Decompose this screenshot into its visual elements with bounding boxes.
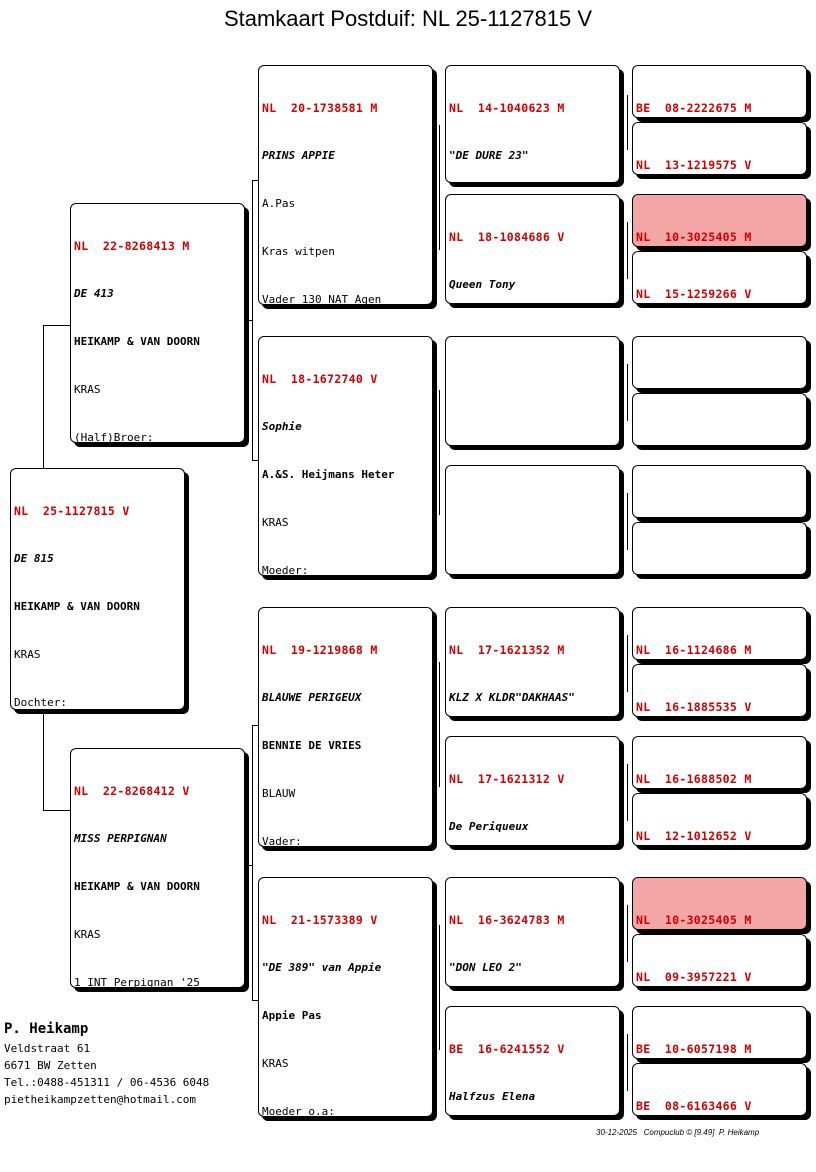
connector: [439, 390, 440, 515]
pigeon-card-main[interactable]: [10, 468, 185, 710]
pigeon-card-g13-highlighted[interactable]: [632, 877, 807, 930]
pigeon-name: PRINS APPIE: [262, 149, 335, 162]
ring-number: NL 16-1885535 V: [636, 700, 752, 714]
connector: [627, 364, 628, 421]
ring-number: NL 14-1040623 M: [449, 101, 565, 115]
ring-number: NL 21-1573389 V: [262, 913, 378, 927]
connector: [252, 180, 253, 460]
info-line: Moeder:: [262, 564, 309, 576]
pigeon-name: KLZ X KLDR"DAKHAAS": [449, 691, 575, 704]
ring-number: BE 08-6163466 V: [636, 1099, 752, 1113]
connector: [627, 635, 628, 692]
ring-number: BE 10-6057198 M: [636, 1042, 752, 1056]
ring-number: NL 12-1012652 V: [636, 829, 752, 843]
ring-number: NL 20-1738581 M: [262, 101, 378, 115]
breeder: HEIKAMP & VAN DOORN: [74, 880, 200, 893]
info-line: Vader:: [262, 835, 302, 847]
ring-number: NL 10-3025405 M: [636, 230, 752, 244]
pigeon-card-g1[interactable]: [632, 65, 807, 118]
connector: [627, 905, 628, 962]
pigeon-name: "DON LEO 2": [449, 961, 522, 974]
info-line: BLAUW: [262, 787, 296, 800]
pigeon-card-g3-highlighted[interactable]: [632, 194, 807, 247]
pigeon-card-g7-empty[interactable]: [632, 465, 807, 518]
info-line: Moeder o.a:: [262, 1105, 335, 1117]
owner-info: [4, 1018, 209, 1108]
connector: [43, 810, 70, 811]
breeder: A.Pas: [262, 197, 296, 210]
info-line: KRAS: [262, 516, 289, 529]
breeder: Appie Pas: [262, 1009, 322, 1022]
pigeon-card-fff[interactable]: [445, 65, 620, 183]
ring-number: BE 08-2222675 M: [636, 101, 752, 115]
pigeon-card-mother-mother[interactable]: [258, 877, 433, 1117]
owner-street: Veldstraat 61: [4, 1042, 91, 1055]
pigeon-card-g16[interactable]: [632, 1063, 807, 1116]
pigeon-card-g10[interactable]: [632, 664, 807, 717]
info-line: KRAS: [262, 1057, 289, 1070]
breeder: BENNIE DE VRIES: [262, 739, 362, 752]
pigeon-card-mff[interactable]: [445, 607, 620, 717]
ring-number: NL 16-1688502 M: [636, 772, 752, 786]
ring-number: NL 19-1219868 M: [262, 643, 378, 657]
pigeon-name: De Periqueux: [449, 820, 529, 833]
pigeon-card-g8-empty[interactable]: [632, 522, 807, 575]
pigeon-name: MISS PERPIGNAN: [74, 832, 167, 845]
ring-number: NL 22-8268412 V: [74, 784, 190, 798]
connector: [627, 95, 628, 150]
connector: [439, 925, 440, 1050]
pigeon-card-g11[interactable]: [632, 736, 807, 789]
pigeon-name: Sophie: [262, 420, 302, 433]
pigeon-name: BLAUWE PERIGEUX: [262, 691, 362, 704]
pigeon-card-father-mother[interactable]: [258, 336, 433, 576]
ring-number: NL 16-3624783 M: [449, 913, 565, 927]
page-title: Stamkaart Postduif: NL 25-1127815 V: [223, 6, 593, 31]
pigeon-card-g6-empty[interactable]: [632, 393, 807, 446]
ring-number: NL 18-1084686 V: [449, 230, 565, 244]
pigeon-card-father-father[interactable]: [258, 65, 433, 305]
info-line: KRAS: [14, 648, 41, 661]
pigeon-card-fmf-empty[interactable]: [445, 336, 620, 446]
connector: [627, 1034, 628, 1091]
connector: [43, 325, 70, 326]
ring-number: NL 09-3957221 V: [636, 970, 752, 984]
info-line: KRAS: [74, 383, 101, 396]
pigeon-card-g14[interactable]: [632, 934, 807, 987]
connector: [43, 325, 44, 468]
connector: [244, 865, 252, 866]
breeder: A.&S. Heijmans Heter: [262, 468, 395, 481]
connector: [439, 662, 440, 787]
pigeon-card-fmm-empty[interactable]: [445, 465, 620, 575]
connector: [43, 710, 44, 810]
info-line: Vader 130 NAT Agen: [262, 293, 382, 305]
pigeon-card-g9[interactable]: [632, 607, 807, 660]
pigeon-card-g15[interactable]: [632, 1006, 807, 1059]
pigeon-card-g12[interactable]: [632, 793, 807, 846]
ring-number: NL 15-1259266 V: [636, 287, 752, 301]
pigeon-name: "DE 389" van Appie: [262, 961, 382, 974]
owner-email[interactable]: pietheikampzetten@hotmail.com: [4, 1093, 197, 1106]
footer-credit: 30-12-2025 Compuclub © [9.49] P. Heikamp: [596, 1128, 760, 1137]
pigeon-card-mother-father[interactable]: [258, 607, 433, 847]
connector: [627, 493, 628, 550]
connector: [252, 725, 253, 1000]
ring-number: NL 17-1621312 V: [449, 772, 565, 786]
ring-number: NL 16-1124686 M: [636, 643, 752, 657]
pigeon-card-g4[interactable]: [632, 251, 807, 304]
pigeon-card-father[interactable]: [70, 203, 245, 443]
pigeon-card-mmm[interactable]: [445, 1006, 620, 1116]
pigeon-card-mfm[interactable]: [445, 736, 620, 846]
ring-number: NL 13-1219575 V: [636, 158, 752, 172]
pigeon-name: "DE DURE 23": [449, 149, 529, 162]
ring-number: NL 22-8268413 M: [74, 239, 190, 253]
connector: [244, 320, 252, 321]
pigeon-card-mmf[interactable]: [445, 877, 620, 987]
info-line: 1 INT Perpignan '25: [74, 976, 200, 988]
connector: [439, 125, 440, 250]
owner-city: 6671 BW Zetten: [4, 1059, 97, 1072]
pigeon-card-g5-empty[interactable]: [632, 336, 807, 389]
ring-number: NL 18-1672740 V: [262, 372, 378, 386]
owner-name: P. Heikamp: [4, 1021, 89, 1037]
pigeon-name: Queen Tony: [449, 278, 516, 291]
pigeon-name: Halfzus Elena: [449, 1090, 536, 1103]
ring-number: NL 10-3025405 M: [636, 913, 752, 927]
info-line: Kras witpen: [262, 245, 335, 258]
info-line: (Half)Broer:: [74, 431, 154, 443]
breeder: HEIKAMP & VAN DOORN: [74, 335, 200, 348]
pigeon-card-ffm[interactable]: [445, 194, 620, 304]
pigeon-name: DE 815: [14, 552, 54, 565]
owner-phone: Tel.:0488-451311 / 06-4536 6048: [4, 1076, 210, 1089]
ring-number: NL 17-1621352 M: [449, 643, 565, 657]
ring-number: NL 25-1127815 V: [14, 504, 130, 518]
pigeon-card-g2[interactable]: [632, 122, 807, 175]
info-line: KRAS: [74, 928, 101, 941]
ring-number: BE 16-6241552 V: [449, 1042, 565, 1056]
info-line: Dochter:: [14, 696, 67, 709]
connector: [627, 764, 628, 821]
pigeon-card-mother[interactable]: [70, 748, 245, 988]
pigeon-name: DE 413: [74, 287, 114, 300]
breeder: HEIKAMP & VAN DOORN: [14, 600, 140, 613]
connector: [627, 222, 628, 279]
